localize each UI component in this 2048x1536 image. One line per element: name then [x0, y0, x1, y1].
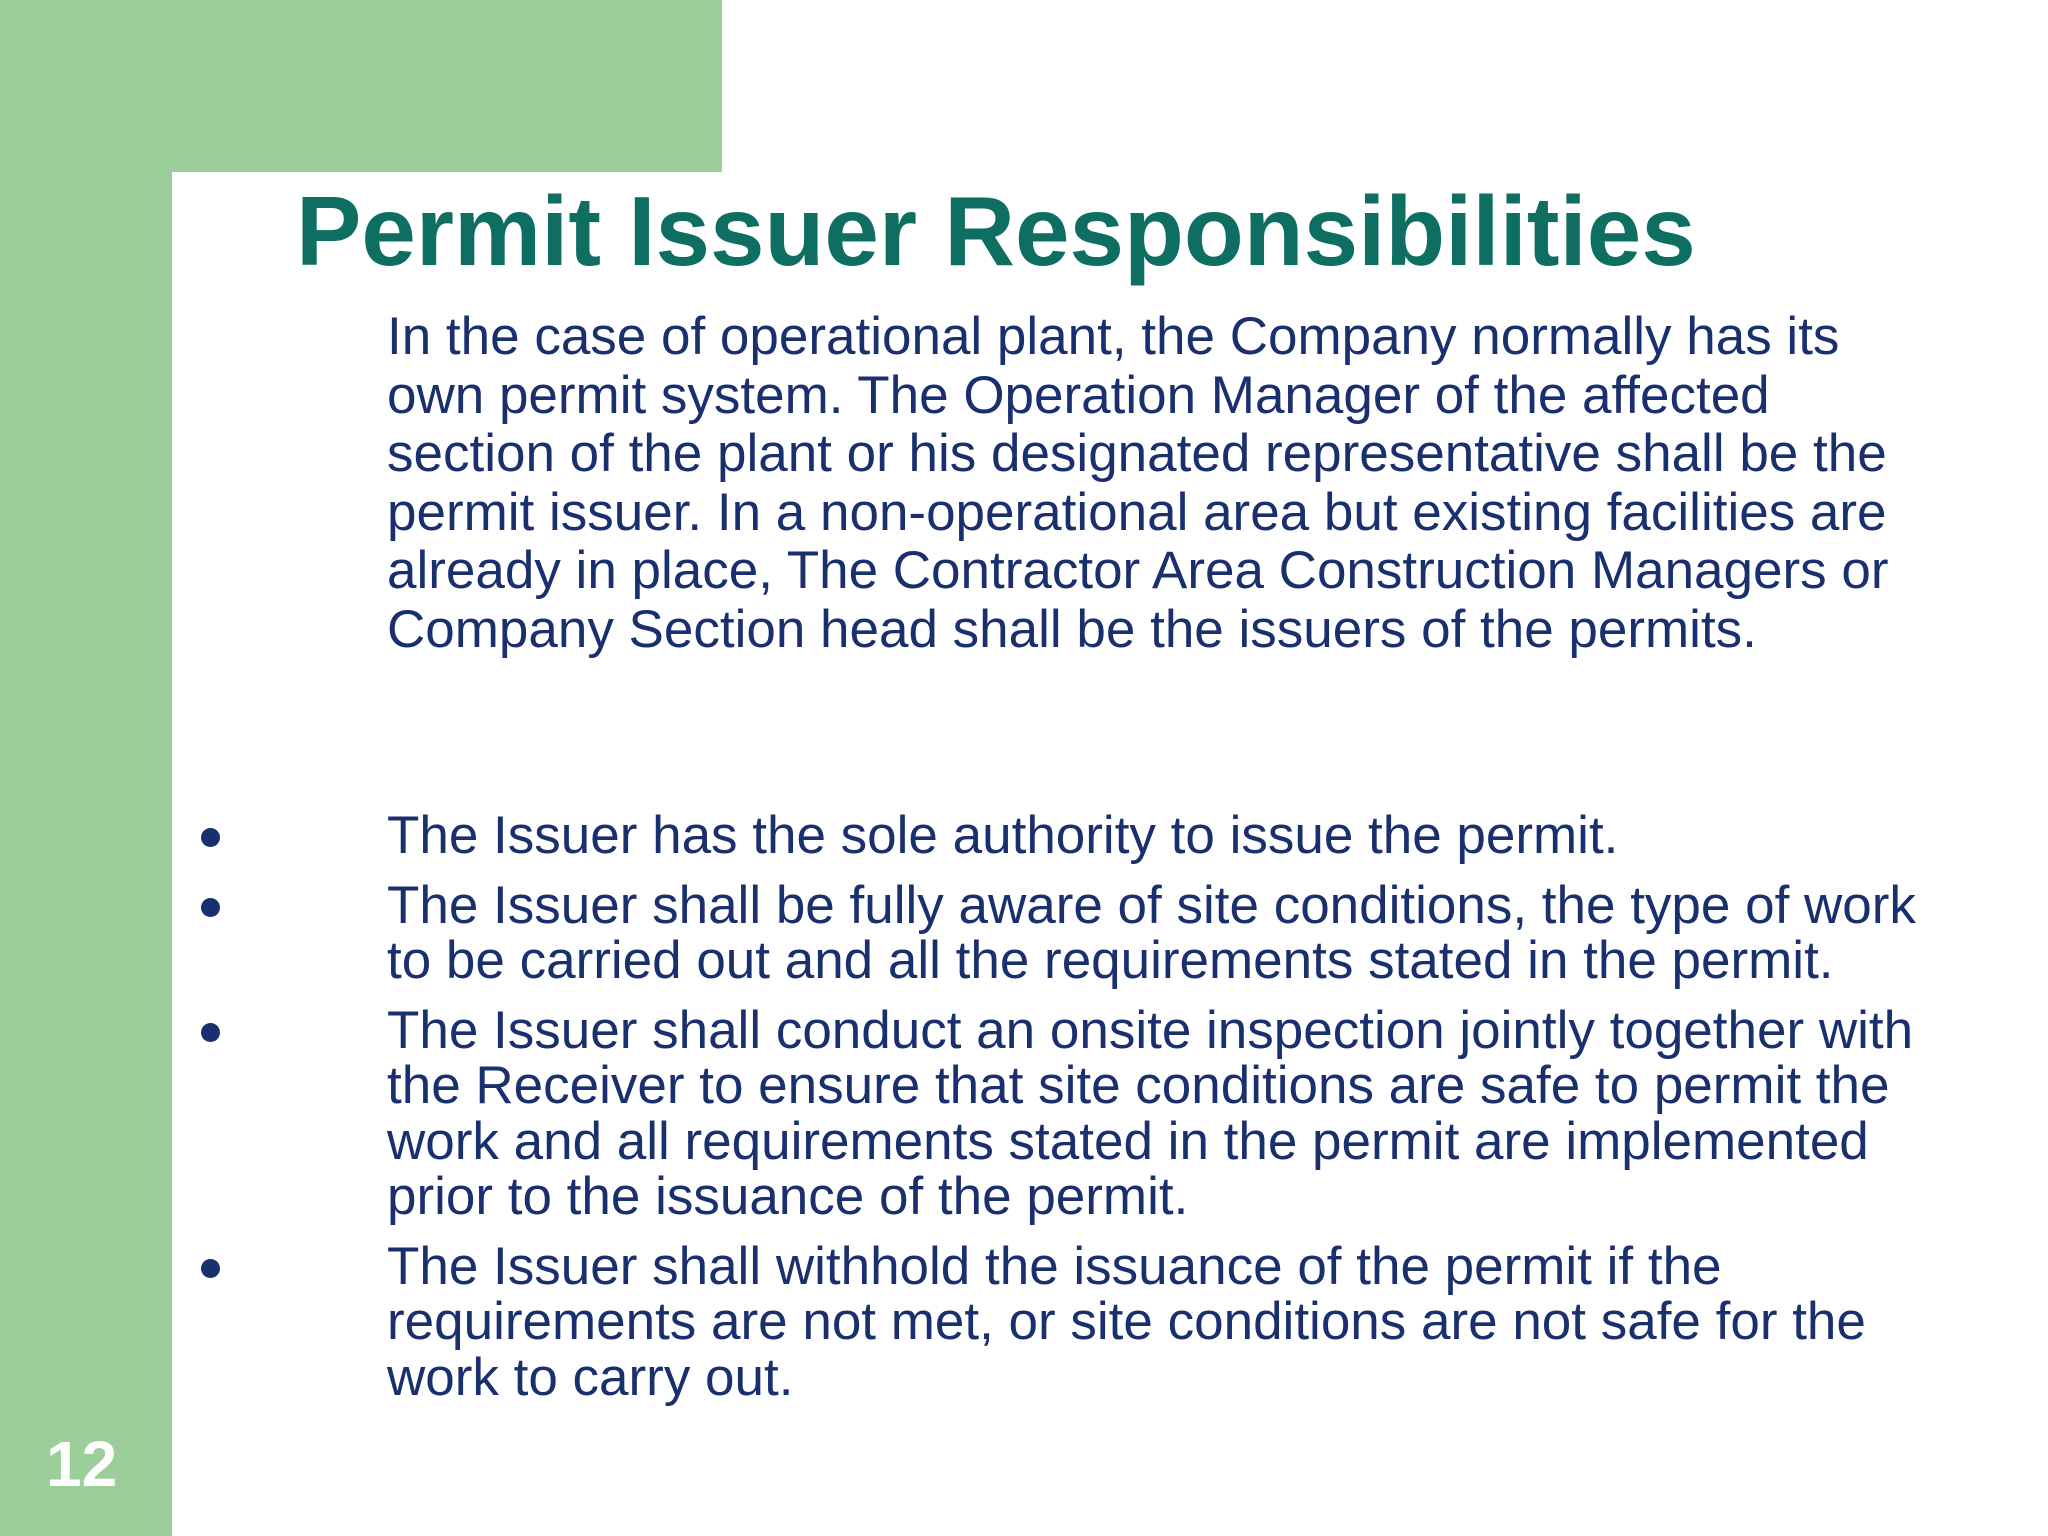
- slide-title: Permit Issuer Responsibilities: [296, 176, 1696, 286]
- bullet-dot-icon: [201, 898, 220, 917]
- bullet-item: [187, 1000, 1957, 1226]
- bullet-text: The Issuer has the sole authority to issue the permit.: [387, 806, 1619, 865]
- bullet-dot-icon: [201, 1023, 220, 1042]
- bullet-list: [187, 808, 1957, 1419]
- slide-number: 12: [46, 1428, 118, 1500]
- bullet-text: The Issuer shall conduct an onsite inspection jointly together with the Receiver to ensure that site conditions are safe to permit the work and all requirements stated in the permit are implemented prior to the issuance of the permit.: [387, 1000, 1914, 1226]
- bullet-dot-icon: [201, 828, 220, 847]
- left-decorative-band: [0, 0, 172, 1536]
- bullet-item: [187, 875, 1957, 990]
- bullet-text: The Issuer shall be fully aware of site conditions, the type of work to be carried out and all the requirements stated in the permit.: [387, 875, 1916, 990]
- bullet-text: The Issuer shall withhold the issuance of the permit if the requirements are not met, or site conditions are not safe for the work to carry out.: [387, 1236, 1866, 1407]
- intro-paragraph: In the case of operational plant, the Company normally has its own permit system. The Operation Manager of the affected section of the plant or his designated representative shall be the permit issuer. In a non-operational area but existing facilities are already in place, The Contractor Area Construction Managers or Company Section head shall be the issuers of the permits.: [387, 307, 1889, 659]
- top-decorative-band: [0, 0, 722, 172]
- bullet-item: [187, 808, 1957, 864]
- bullet-item: [187, 1236, 1957, 1407]
- bullet-dot-icon: [201, 1259, 220, 1278]
